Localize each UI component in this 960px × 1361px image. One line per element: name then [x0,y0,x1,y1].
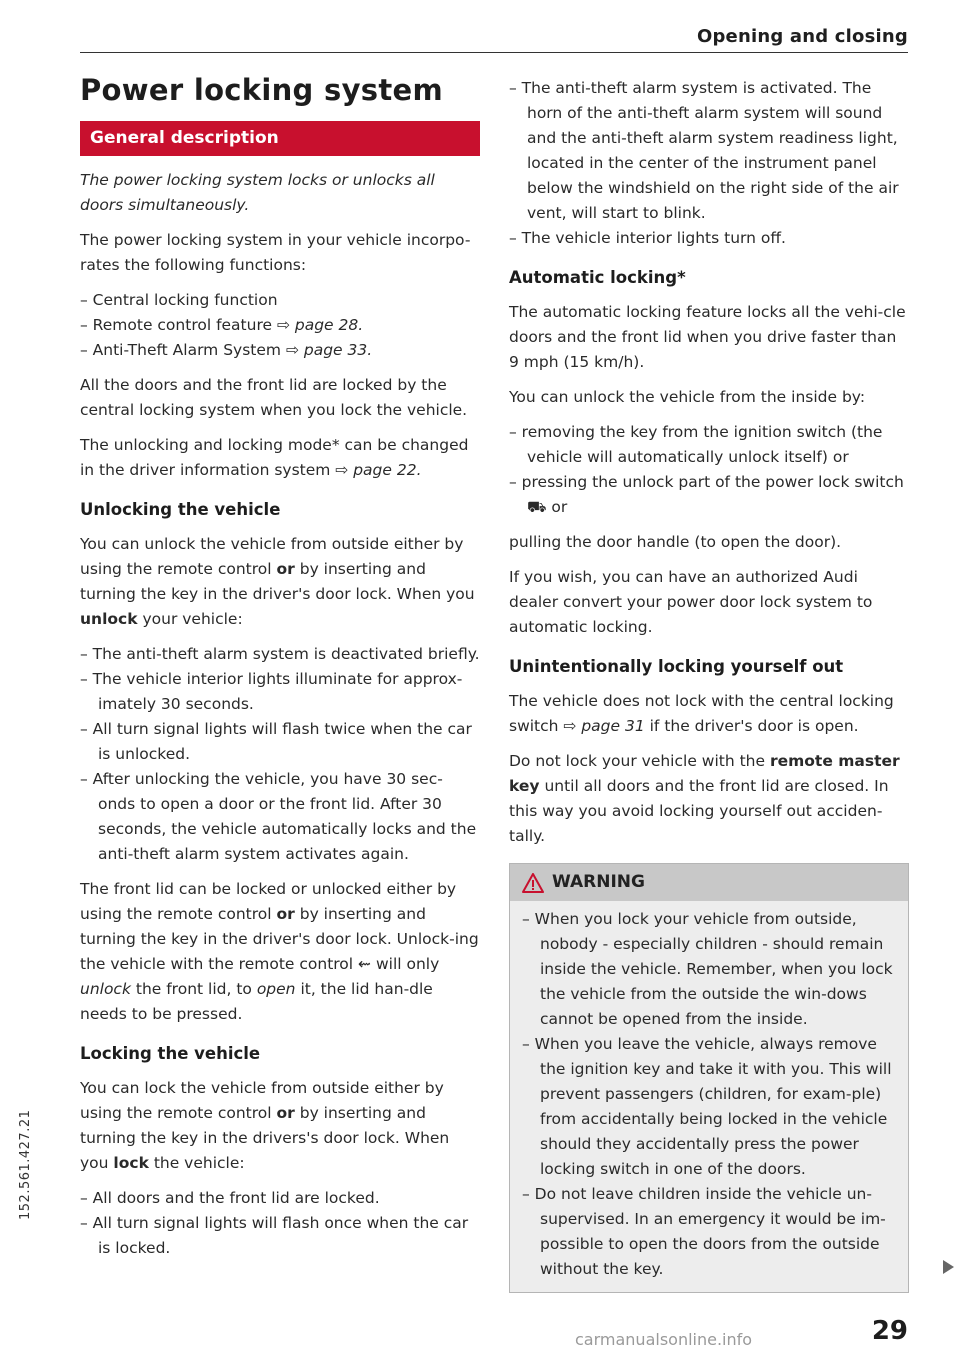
page-ref-link[interactable]: ⇨ page 31 [563,717,645,735]
heading-locking: Locking the vehicle [80,1044,261,1063]
warning-box [509,863,909,1293]
emphasis: unlock [80,980,131,998]
emphasis: remote master key [509,752,900,795]
paragraph-text: by inserting and turning the key in the driver's door lock. Unlock-ing the vehicle with the remote control [80,905,479,973]
page-ref-link[interactable]: ⇨ page 22. [335,461,422,479]
paragraph-text: You can lock the vehicle from outside either by using the remote control [80,1079,444,1122]
paragraph-text: the vehicle: [148,1154,245,1172]
document-code: 152.561.427.21 [18,1109,33,1220]
list-item: – When you leave the vehicle, always remove the ignition key and take it with you. This will prevent passengers (children, for exam-ple) from accidentally being locked in the vehicle should they accidentally press the power locking switch in one of the doors. [522,1035,892,1178]
left-column [80,72,480,1271]
paragraph [509,689,909,739]
paragraph: You can unlock the vehicle from the inside by: [509,388,866,406]
paragraph-text: You can unlock the vehicle from outside either by using the remote control [80,535,464,578]
subsection-bar: General description [80,121,480,156]
right-column [509,76,909,1293]
emphasis: or [276,560,295,578]
watermark: carmanualsonline.info [575,1330,753,1349]
unlock-inside-list [509,420,909,520]
continue-arrow-icon [943,1260,954,1274]
paragraph: All the doors and the front lid are locked by the central locking system when you lock the vehicle. [80,376,468,419]
warning-list [510,901,908,1292]
list-item: – removing the key from the ignition switch (the vehicle will automatically unlock itself) or [509,423,883,466]
list-item: – Do not leave children inside the vehicle un-supervised. In an emergency it would be im-possible to open the doors from the outside without the key. [522,1185,886,1278]
list-item: – The anti-theft alarm system is activated. The horn of the anti-theft alarm system will sound and the anti-theft alarm system readiness light, located in the center of the instrument panel below the windshield on the right side of the air vent, will start to blink. [509,79,899,222]
paragraph [80,877,480,1027]
list-item: – The vehicle interior lights turn off. [509,229,786,247]
paragraph-text: until all doors and the front lid are closed. In this way you avoid locking yourself out acciden-tally. [509,777,889,845]
paragraph-text: if the driver's door is open. [644,717,859,735]
list-item-text: – Remote control feature [80,316,277,334]
paragraph-text: The front lid can be locked or unlocked either by using the remote control [80,880,457,923]
emphasis: open [256,980,296,998]
lock-list [80,1186,480,1261]
header-rule [80,52,908,53]
running-header: Opening and closing [696,26,908,47]
page-ref-link[interactable]: ⇨ page 28. [276,316,364,334]
warning-triangle-icon [522,873,544,893]
paragraph-text: the front lid, to [130,980,257,998]
list-item-text: – Anti-Theft Alarm System [80,341,286,359]
functions-list [80,288,480,363]
list-item: – All turn signal lights will flash once when the car is locked. [80,1214,469,1257]
list-item: – pressing the unlock part of the power lock switch ⛟ or [509,473,904,516]
paragraph [80,532,480,632]
emphasis: or [276,905,295,923]
warning-header [510,864,908,901]
emphasis: unlock [80,610,138,628]
list-item: – The anti-theft alarm system is deactivated briefly. [80,645,480,663]
list-item: – When you lock your vehicle from outside, nobody - especially children - should remain inside the vehicle. Remember, when you lock the vehicle from the outside the win-dows cannot be opened from the inside. [522,910,893,1028]
list-item [80,313,480,338]
emphasis: or [276,1104,295,1122]
list-item [80,338,480,363]
remote-trunk-icon: ⇜ [358,955,372,973]
paragraph-text: by inserting and turning the key in the drivers's door lock. When you [80,1104,450,1172]
emphasis: lock [113,1154,149,1172]
paragraph-text: will only [371,955,440,973]
lock-list-continued [509,76,909,251]
paragraph-text: Do not lock your vehicle with the [509,752,770,770]
unlock-list [80,642,480,867]
paragraph: If you wish, you can have an authorized Audi dealer convert your power door lock system to automatic locking. [509,568,873,636]
paragraph-text: your vehicle: [137,610,243,628]
list-item: – After unlocking the vehicle, you have 30 sec-onds to open a door or the front lid. After 30 seconds, the vehicle automatically locks and the anti-theft alarm system activates again. [80,770,477,863]
list-item: – All doors and the front lid are locked. [80,1189,380,1207]
paragraph [80,1076,480,1176]
paragraph [509,749,909,849]
paragraph-text: The unlocking and locking mode* can be changed in the driver information system [80,436,469,479]
paragraph: The automatic locking feature locks all the vehi-cle doors and the front lid when you drive faster than 9 mph (15 km/h). [509,303,906,371]
page-ref-link[interactable]: ⇨ page 33. [285,341,373,359]
list-item: – The vehicle interior lights illuminate for approx-imately 30 seconds. [80,670,463,713]
paragraph [80,433,480,483]
page-title: Power locking system [80,73,443,107]
intro-text: The power locking system locks or unlocks all doors simultaneously. [80,171,435,214]
heading-unintentional-lockout: Unintentionally locking yourself out [509,657,844,676]
warning-title: WARNING [552,872,645,892]
list-item: – All turn signal lights will flash twice when the car is unlocked. [80,720,472,763]
paragraph: The power locking system in your vehicle incorpo-rates the following functions: [80,231,471,274]
list-item: – Central locking function [80,291,278,309]
heading-unlocking: Unlocking the vehicle [80,500,281,519]
heading-automatic-locking: Automatic locking* [509,268,686,287]
page-number: 29 [871,1316,908,1346]
paragraph-text: by inserting and turning the key in the driver's door lock. When you [80,560,475,603]
paragraph: pulling the door handle (to open the door). [509,533,842,551]
paragraph-text: The vehicle does not lock with the central locking switch [509,692,894,735]
paragraph-text: it, the lid han-dle needs to be pressed. [80,980,433,1023]
